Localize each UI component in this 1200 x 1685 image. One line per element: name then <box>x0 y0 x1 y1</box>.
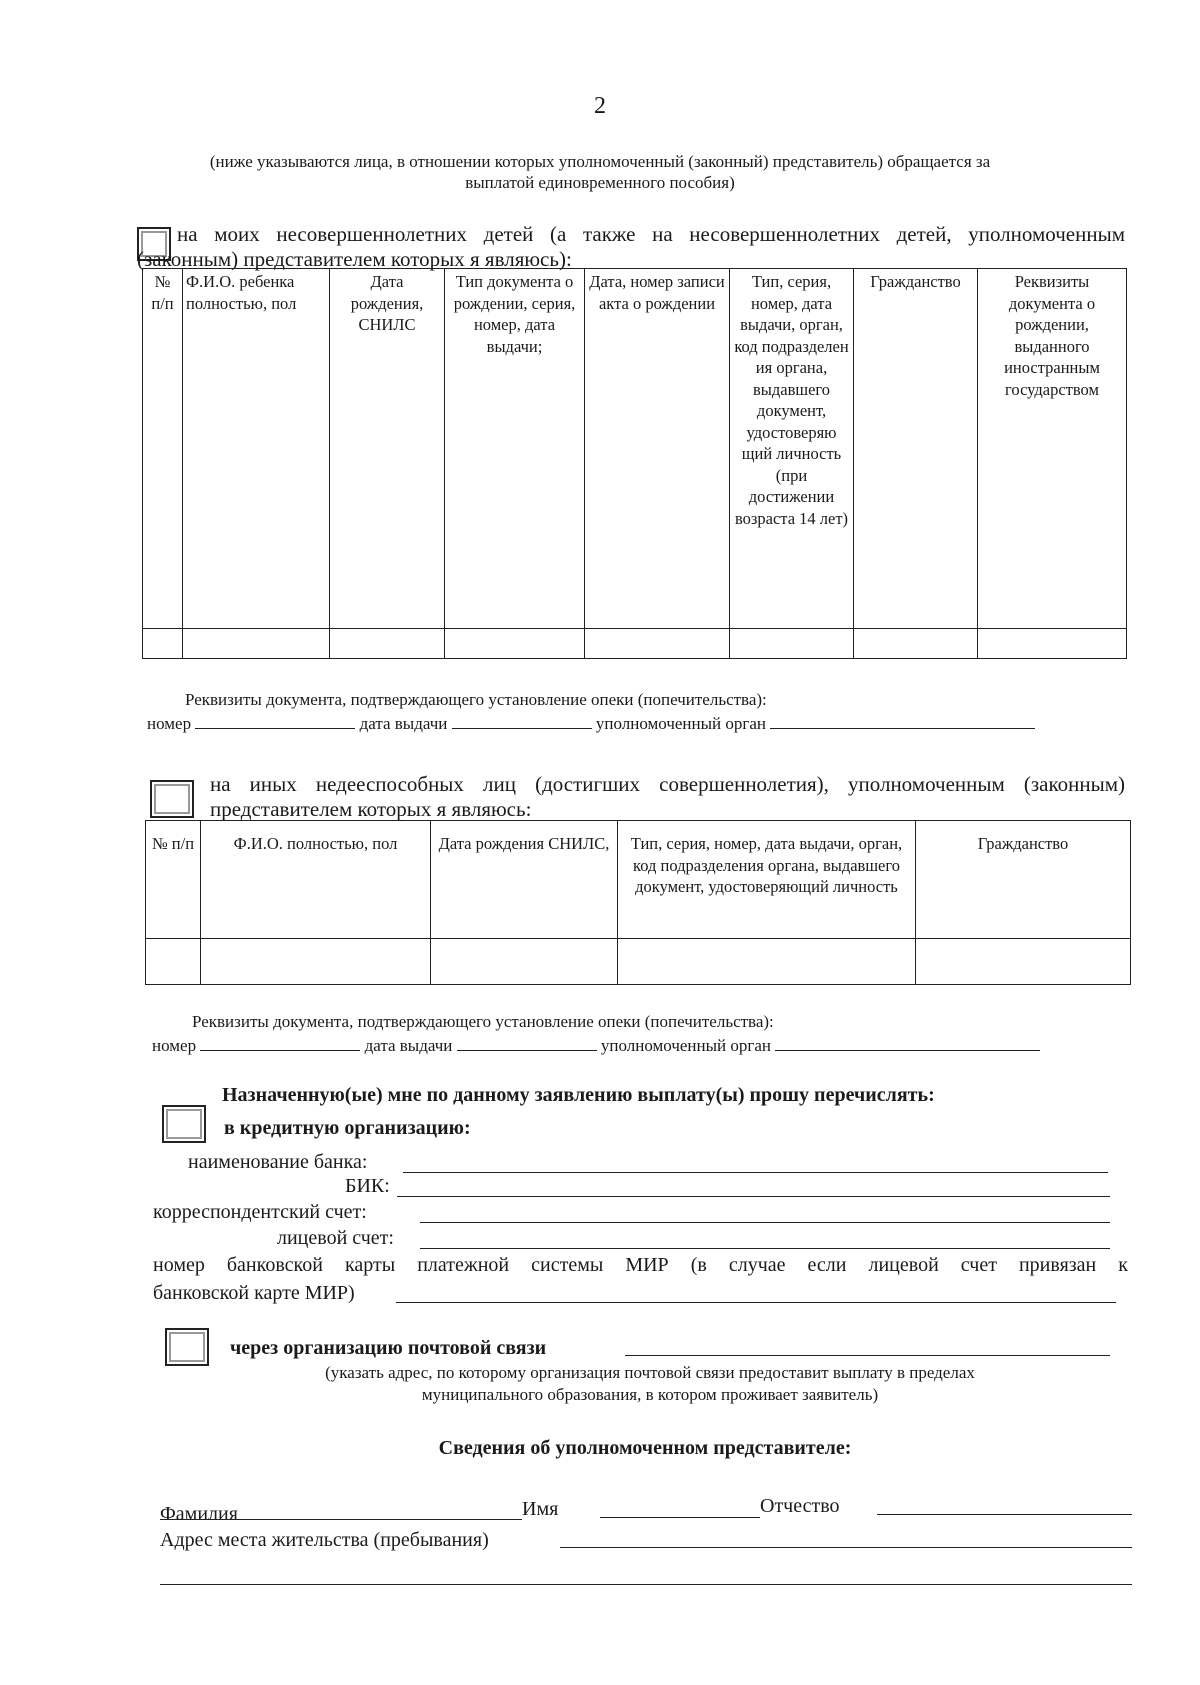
children-table-header <box>143 269 1127 629</box>
incapable-table <box>145 820 1131 985</box>
personal-account-field[interactable] <box>420 1248 1110 1249</box>
address-label: Адрес места жительства (пребывания) <box>160 1529 489 1551</box>
page-number: 2 <box>594 93 606 119</box>
card-number-field[interactable] <box>396 1302 1116 1303</box>
children-guardianship-line <box>147 714 1035 734</box>
representative-title: Сведения об уполномоченном представителе: <box>438 1437 852 1459</box>
issue-date-field[interactable] <box>457 1036 597 1051</box>
authority-field[interactable] <box>775 1036 1040 1051</box>
post-label: через организацию почтовой связи <box>230 1337 547 1359</box>
children-section-text: на моих несовершеннолетних детей (а также на несовершеннолетних детей, уполномоченным (законным) представителем которых я являюсь): <box>137 222 1125 271</box>
corr-account-label: корреспондентский счет: <box>153 1201 367 1223</box>
cell-birth-date-snils[interactable] <box>431 939 618 985</box>
cell-foreign-birth-document[interactable] <box>978 629 1127 659</box>
intro-note-line-1: (ниже указываются лица, в отношении которых уполномоченный (законный) представитель) обращается за <box>209 152 991 171</box>
cell-birth-document[interactable] <box>445 629 585 659</box>
col-birth-date-snils: Дата рождения, СНИЛС <box>330 269 445 629</box>
cell-citizenship[interactable] <box>854 629 978 659</box>
col-citizenship: Гражданство <box>916 821 1131 939</box>
col-identity-document: Тип, серия, номер, дата выдачи, орган, код подразделения органа, выдавшего документ, удостоверяющий личность <box>618 821 916 939</box>
authority-label: уполномоченный орган <box>595 714 767 733</box>
post-note-line-2: муниципального образования, в котором проживает заявитель) <box>421 1385 879 1404</box>
cell-number[interactable] <box>146 939 201 985</box>
issue-date-label: дата выдачи <box>359 714 448 733</box>
bik-label: БИК: <box>345 1175 390 1197</box>
number-label: номер <box>152 1036 197 1055</box>
name-label: Имя <box>522 1498 559 1520</box>
issue-date-field[interactable] <box>452 714 592 729</box>
col-full-name: Ф.И.О. полностью, пол <box>201 821 431 939</box>
incapable-checkbox[interactable] <box>150 780 194 818</box>
number-label: номер <box>147 714 192 733</box>
incapable-section-text: на иных недееспособных лиц (достигших совершеннолетия), уполномоченным (законным) представителем которых я являюсь: <box>210 772 1125 821</box>
authority-field[interactable] <box>770 714 1035 729</box>
personal-account-label: лицевой счет: <box>277 1227 394 1249</box>
col-birth-document: Тип документа о рождении, серия, номер, дата выдачи; <box>445 269 585 629</box>
address-field-continued[interactable] <box>160 1584 1132 1585</box>
card-text-line-2: банковской карте МИР) <box>153 1282 355 1304</box>
bank-checkbox[interactable] <box>162 1105 206 1143</box>
bank-option-title: в кредитную организацию: <box>224 1117 471 1139</box>
patronymic-field[interactable] <box>877 1514 1132 1515</box>
col-foreign-birth-document: Реквизиты документа о рождении, выданного иностранным государством <box>978 269 1127 629</box>
cell-citizenship[interactable] <box>916 939 1131 985</box>
card-text-line-1: номер банковской карты платежной системы МИР (в случае если лицевой счет привязан к <box>153 1254 1128 1276</box>
post-address-field[interactable] <box>625 1355 1110 1356</box>
bank-name-field[interactable] <box>403 1172 1108 1173</box>
payment-title: Назначенную(ые) мне по данному заявлению выплату(ы) прошу перечислять: <box>222 1084 935 1106</box>
bank-name-label: наименование банка: <box>188 1151 368 1173</box>
number-field[interactable] <box>200 1036 360 1051</box>
name-field[interactable] <box>600 1517 760 1518</box>
number-field[interactable] <box>195 714 355 729</box>
surname-field[interactable] <box>160 1519 522 1520</box>
post-checkbox[interactable] <box>165 1328 209 1366</box>
table-row <box>146 939 1131 985</box>
cell-identity-document[interactable] <box>618 939 916 985</box>
col-birth-date-snils: Дата рождения СНИЛС, <box>431 821 618 939</box>
incapable-guardianship-title: Реквизиты документа, подтверждающего установление опеки (попечительства): <box>192 1012 774 1031</box>
cell-child-name[interactable] <box>183 629 330 659</box>
cell-birth-record[interactable] <box>585 629 730 659</box>
col-citizenship: Гражданство <box>854 269 978 629</box>
issue-date-label: дата выдачи <box>364 1036 453 1055</box>
cell-full-name[interactable] <box>201 939 431 985</box>
bik-field[interactable] <box>397 1196 1110 1197</box>
authority-label: уполномоченный орган <box>600 1036 772 1055</box>
incapable-guardianship-line <box>152 1036 1040 1056</box>
cell-identity-document[interactable] <box>730 629 854 659</box>
corr-account-field[interactable] <box>420 1222 1110 1223</box>
intro-note-line-2: выплатой единовременного пособия) <box>465 173 735 192</box>
cell-birth-date-snils[interactable] <box>330 629 445 659</box>
children-table <box>142 268 1127 659</box>
surname-label: Фамилия <box>160 1503 238 1525</box>
incapable-table-header <box>146 821 1131 939</box>
col-child-name: Ф.И.О. ребенка полностью, пол <box>183 269 330 629</box>
children-guardianship-title: Реквизиты документа, подтверждающего установление опеки (попечительства): <box>185 690 767 709</box>
patronymic-label: Отчество <box>760 1495 840 1517</box>
col-birth-record: Дата, номер записи акта о рождении <box>585 269 730 629</box>
col-number: № п/п <box>143 269 183 629</box>
address-field[interactable] <box>560 1547 1132 1548</box>
col-number: № п/п <box>146 821 201 939</box>
col-identity-document: Тип, серия, номер, дата выдачи, орган, код подразделен ия органа, выдавшего документ, удостоверяю щий личность (при достижении возраста 14 лет) <box>730 269 854 629</box>
table-row <box>143 629 1127 659</box>
post-note-line-1: (указать адрес, по которому организация почтовой связи предоставит выплату в пределах <box>325 1363 975 1382</box>
cell-number[interactable] <box>143 629 183 659</box>
